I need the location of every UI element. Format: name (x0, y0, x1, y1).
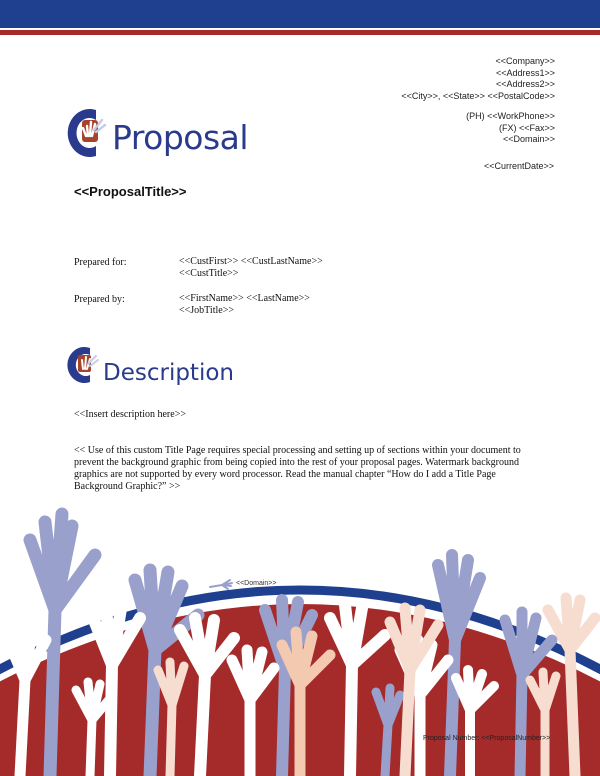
prepared-for-title: <<CustTitle>> (179, 268, 239, 279)
prepared-for-name: <<CustFirst>> <<CustLastName>> (179, 256, 323, 267)
footer-domain: <<Domain>> (236, 580, 277, 587)
address-line-2: <<Address2>> (495, 79, 555, 89)
proposal-number: Proposal Number: <<ProposalNumber>> (423, 735, 551, 742)
proposal-title: <<ProposalTitle>> (74, 184, 187, 199)
top-red-stripe (0, 30, 600, 35)
prepared-by-name: <<FirstName>> <<LastName>> (179, 293, 310, 304)
proposal-heading: Proposal (112, 118, 249, 157)
company-domain: <<Domain>> (502, 134, 555, 144)
company-address-block (401, 56, 555, 102)
company-contact-block (466, 111, 555, 146)
work-phone: (PH) <<WorkPhone>> (466, 111, 555, 121)
prepared-for-label: Prepared for: (74, 257, 127, 268)
insert-description-placeholder: <<Insert description here>> (74, 409, 186, 420)
raised-hands-section-icon (66, 345, 102, 385)
fax-number: (FX) <<Fax>> (498, 122, 555, 133)
address-line-1: <<Address1>> (495, 67, 555, 78)
city-state-postal: <<City>>, <<State>> <<PostalCode>> (401, 90, 555, 101)
title-page-notice: << Use of this custom Title Page requires special processing and setting up of sections within your document to prevent the background graphic from being copied into the rest of your proposal pages. Watermark background graphics are not supported by every word processor. Read the manual chapter “How do I add a Title Page Background Graphic?” >> (74, 445, 521, 492)
raised-hands-logo-icon (66, 106, 110, 160)
prepared-by-title: <<JobTitle>> (179, 305, 234, 316)
prepared-by-label: Prepared by: (74, 294, 125, 305)
top-blue-band (0, 0, 600, 28)
current-date: <<CurrentDate>> (483, 161, 554, 171)
company-name: <<Company>> (495, 56, 555, 66)
description-heading: Description (103, 360, 234, 386)
small-hand-icon (208, 577, 234, 591)
